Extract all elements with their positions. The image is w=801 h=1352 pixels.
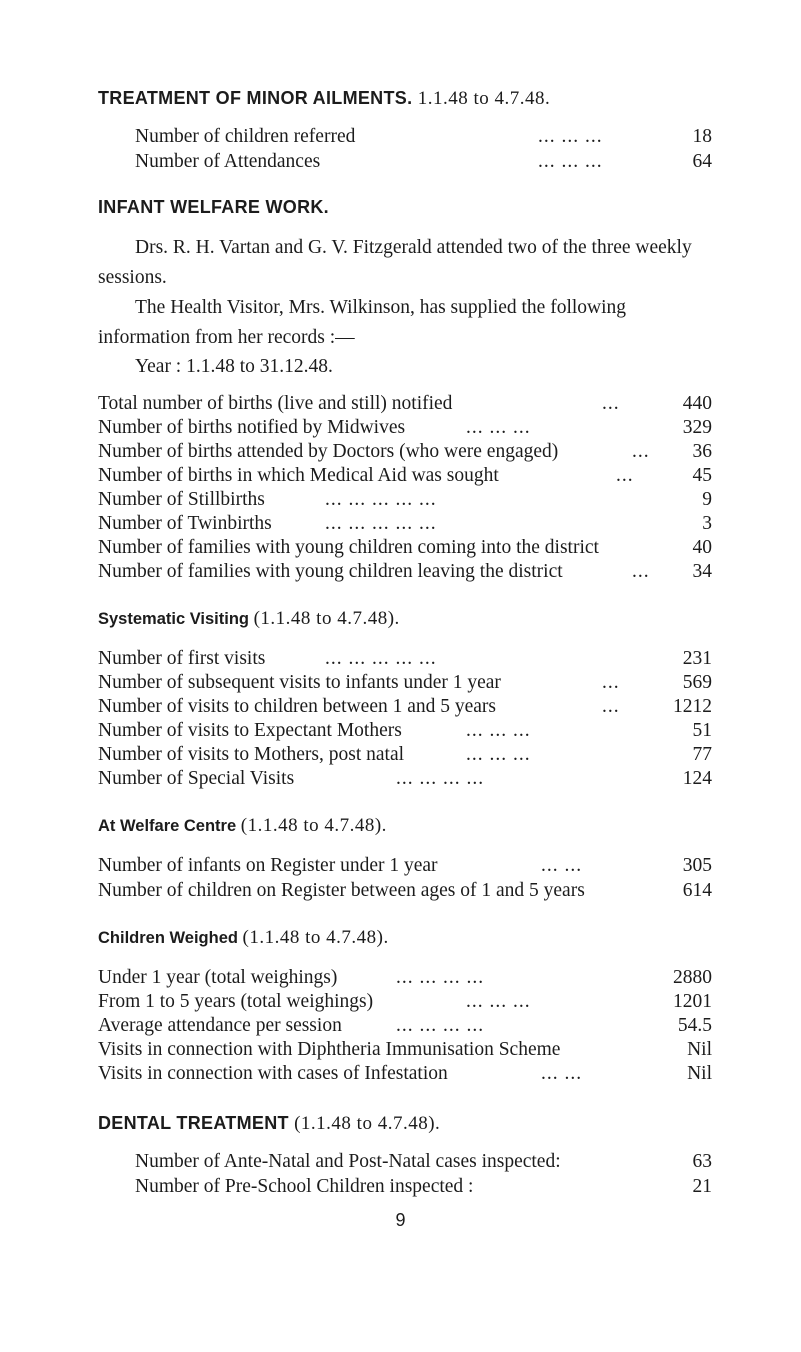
dental-title: DENTAL TREATMENT	[98, 1113, 289, 1133]
stat-value: 64	[692, 151, 712, 172]
dental-heading	[98, 1113, 440, 1135]
leader-dots: ... ... ...	[538, 126, 603, 147]
stat-label: Number of visits to Expectant Mothers	[98, 720, 402, 741]
stat-label: Number of births attended by Doctors (who were engaged)	[98, 441, 559, 462]
stat-value: 34	[692, 561, 712, 582]
stat-value: 3	[702, 513, 712, 534]
leader-dots: ... ... ...	[466, 720, 531, 741]
stat-value: 569	[682, 672, 712, 693]
leader-dots: ... ... ... ...	[396, 967, 485, 988]
leader-dots: ... ... ... ... ...	[325, 648, 437, 669]
paragraph-doctors: Drs. R. H. Vartan and G. V. Fitzgerald attended two of the three weekly sessions.	[98, 237, 692, 288]
minor-ailments-heading	[98, 88, 550, 110]
welfare-centre-heading	[98, 815, 387, 837]
stat-label: Number of Ante-Natal and Post-Natal cases inspected:	[135, 1151, 561, 1172]
stat-value: 614	[682, 880, 712, 901]
stat-label: Number of visits to children between 1 and 5 years	[98, 696, 497, 717]
stat-label: From 1 to 5 years (total weighings)	[98, 991, 374, 1012]
stat-label: Number of Pre-School Children inspected :	[135, 1176, 474, 1197]
stat-value: 21	[692, 1176, 712, 1197]
children-weighed-title: Children Weighed	[98, 929, 238, 947]
leader-dots: ... ... ... ... ...	[325, 489, 437, 510]
stat-label: Number of subsequent visits to infants under 1 year	[98, 672, 501, 693]
stat-label: Number of Special Visits	[98, 768, 295, 789]
stat-value: 45	[692, 465, 712, 486]
leader-dots: ...	[602, 393, 620, 414]
stat-label: Number of infants on Register under 1 year	[98, 855, 438, 876]
stat-value: Nil	[687, 1063, 712, 1084]
leader-dots: ...	[632, 561, 650, 582]
page-number: 9	[395, 1210, 406, 1230]
systematic-visiting-heading	[98, 608, 400, 630]
stat-label: Number of births in which Medical Aid was sought	[98, 465, 499, 486]
stat-value: 1201	[673, 991, 712, 1012]
stat-label: Under 1 year (total weighings)	[98, 967, 338, 988]
stat-label: Total number of births (live and still) notified	[98, 393, 453, 414]
children-weighed-heading	[98, 927, 389, 949]
leader-dots: ... ... ...	[466, 417, 531, 438]
stat-value: 124	[682, 768, 712, 789]
leader-dots: ... ... ... ...	[396, 768, 485, 789]
stat-label: Average attendance per session	[98, 1015, 342, 1036]
stat-label: Number of families with young children coming into the district	[98, 537, 599, 558]
dental-period: (1.1.48 to 4.7.48).	[294, 1113, 441, 1134]
stat-label: Number of Twinbirths	[98, 513, 272, 534]
children-weighed-period: (1.1.48 to 4.7.48).	[242, 927, 389, 948]
leader-dots: ... ... ... ... ...	[325, 513, 437, 534]
stat-value: 231	[682, 648, 712, 669]
stat-value: 305	[682, 855, 712, 876]
stat-label: Number of Stillbirths	[98, 489, 265, 510]
infant-welfare-heading: INFANT WELFARE WORK.	[98, 197, 329, 217]
minor-ailments-period: 1.1.48 to 4.7.48.	[417, 88, 551, 109]
minor-ailments-title: TREATMENT OF MINOR AILMENTS.	[98, 88, 413, 108]
year-line: Year : 1.1.48 to 31.12.48.	[135, 356, 333, 377]
welfare-centre-title: At Welfare Centre	[98, 817, 237, 835]
stat-label: Number of children on Register between ages of 1 and 5 years	[98, 880, 585, 901]
systematic-visiting-title: Systematic Visiting	[98, 610, 250, 628]
leader-dots: ... ...	[541, 855, 583, 876]
leader-dots: ... ...	[541, 1063, 583, 1084]
stat-value: Nil	[687, 1039, 712, 1060]
paragraph-health-visitor: The Health Visitor, Mrs. Wilkinson, has supplied the following information from her records :—	[98, 297, 627, 348]
stat-value: 1212	[673, 696, 712, 717]
stat-value: 54.5	[677, 1015, 712, 1036]
stat-label: Number of children referred	[135, 126, 356, 147]
stat-value: 9	[702, 489, 712, 510]
stat-value: 329	[682, 417, 712, 438]
leader-dots: ... ... ...	[466, 991, 531, 1012]
systematic-visiting-period: (1.1.48 to 4.7.48).	[253, 608, 400, 629]
stat-label: Number of Attendances	[135, 151, 321, 172]
stat-value: 36	[692, 441, 712, 462]
stat-value: 40	[692, 537, 712, 558]
stat-label: Number of visits to Mothers, post natal	[98, 744, 405, 765]
stat-value: 63	[692, 1151, 712, 1172]
stat-label: Number of first visits	[98, 648, 266, 669]
stat-value: 77	[692, 744, 712, 765]
stat-value: 18	[692, 126, 712, 147]
stat-value: 2880	[673, 967, 712, 988]
leader-dots: ...	[602, 696, 620, 717]
leader-dots: ...	[632, 441, 650, 462]
leader-dots: ... ... ... ...	[396, 1015, 485, 1036]
stat-value: 51	[692, 720, 712, 741]
stat-label: Visits in connection with Diphtheria Immunisation Scheme	[98, 1039, 561, 1060]
stat-label: Number of births notified by Midwives	[98, 417, 406, 438]
leader-dots: ...	[616, 465, 634, 486]
leader-dots: ... ... ...	[538, 151, 603, 172]
leader-dots: ... ... ...	[466, 744, 531, 765]
stat-label: Number of families with young children leaving the district	[98, 561, 563, 582]
welfare-centre-period: (1.1.48 to 4.7.48).	[240, 815, 387, 836]
leader-dots: ...	[602, 672, 620, 693]
stat-value: 440	[682, 393, 712, 414]
stat-label: Visits in connection with cases of Infestation	[98, 1063, 448, 1084]
